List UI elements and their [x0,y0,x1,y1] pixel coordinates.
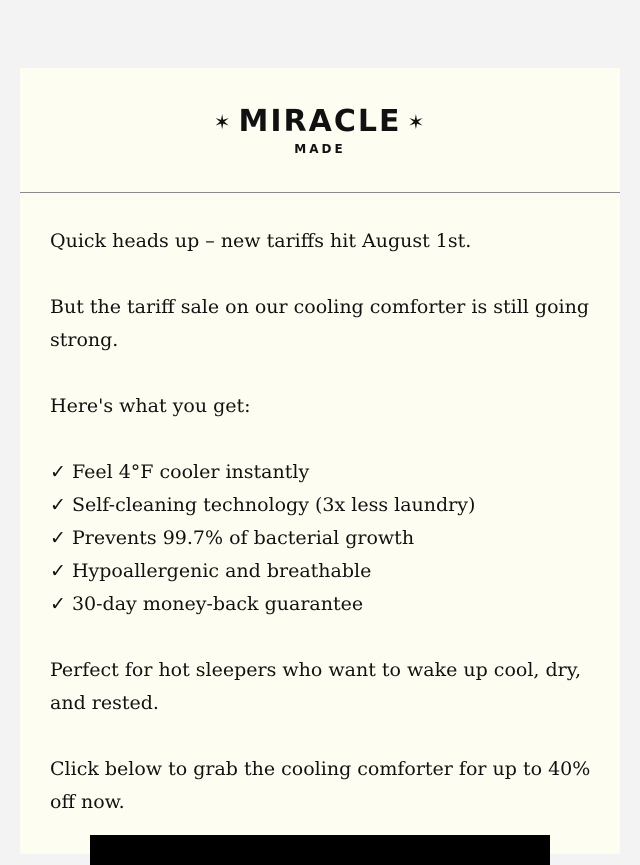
lead-text: Here's what you get: [50,395,251,417]
benefit-item: ✓ Hypoallergenic and breathable [50,560,372,582]
email-card [20,68,620,854]
email-body [50,225,595,852]
perfect-for-text: Perfect for hot sleepers who want to wake up cool, dry, and rested. [50,659,581,714]
sale-text: But the tariff sale on our cooling comforter is still going strong. [50,296,590,351]
intro-text: Quick heads up – new tariffs hit August 1st. [50,230,472,252]
shop-now-button[interactable] [90,835,550,865]
brand-logo[interactable] [20,104,620,156]
star-icon: ✶ [407,110,427,134]
star-icon: ✶ [213,110,233,134]
click-below-text: Click below to grab the cooling comforter for up to 40% off now. [50,758,591,813]
benefit-item: ✓ Prevents 99.7% of bacterial growth [50,527,415,549]
brand-subtitle: MADE [294,142,346,156]
benefit-item: ✓ Feel 4°F cooler instantly [50,461,310,483]
benefits-list [50,456,595,621]
brand-name: MIRACLE [238,104,402,139]
benefit-item: ✓ Self-cleaning technology (3x less laundry) [50,494,476,516]
email-header [20,68,620,193]
benefit-item: ✓ 30-day money-back guarantee [50,593,364,615]
